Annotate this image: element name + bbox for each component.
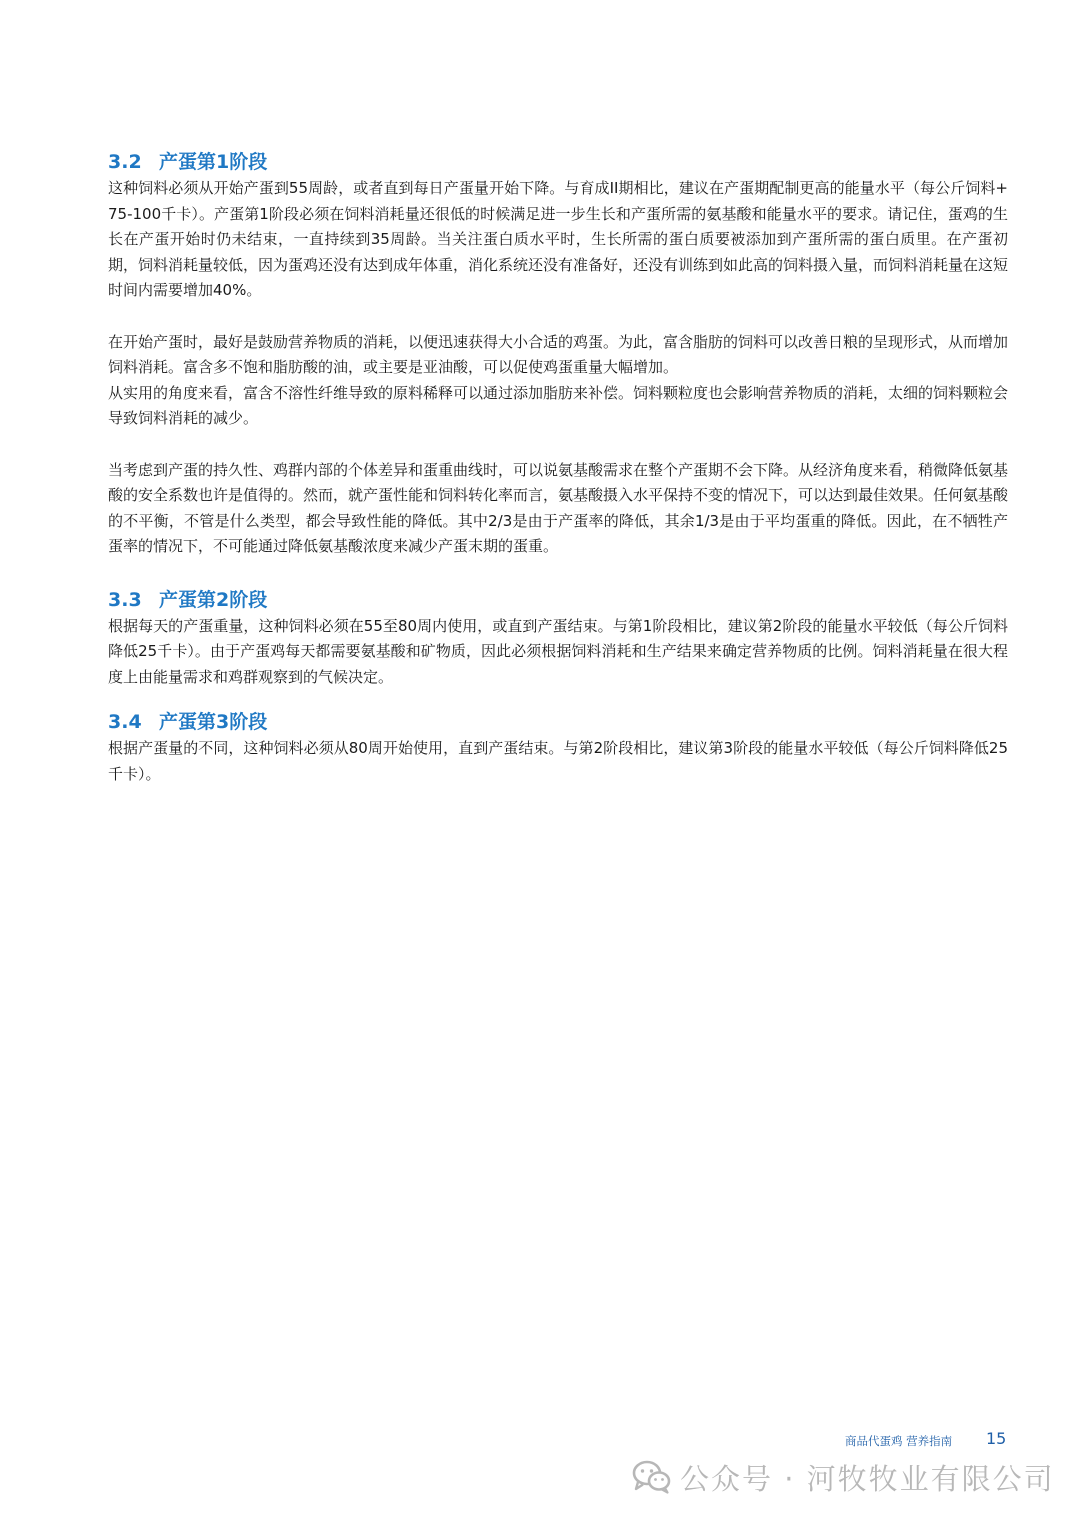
section-3-3: [108, 586, 1008, 691]
section-3-2: [108, 148, 1008, 560]
section-number: 3.3: [108, 588, 142, 611]
footer-title: 商品代蛋鸡 营养指南: [845, 1434, 953, 1448]
paragraph: 从实用的角度来看，富含不溶性纤维导致的原料稀释可以通过添加脂肪来补偿。饲料颗粒度也会影响营养物质的消耗，太细的饲料颗粒会导致饲料消耗的减少。: [108, 383, 1009, 428]
watermark: [632, 1455, 1055, 1499]
section-title: 产蛋第1阶段: [159, 151, 268, 173]
section-title: 产蛋第3阶段: [159, 711, 268, 734]
watermark-text: 公众号 · 河牧牧业有限公司: [680, 1461, 1055, 1496]
section-title: 产蛋第2阶段: [159, 588, 268, 611]
page-content: [108, 148, 1008, 787]
paragraph: 在开始产蛋时，最好是鼓励营养物质的消耗，以便迅速获得大小合适的鸡蛋。为此，富含脂肪的饲料可以改善日粮的呈现形式，从而增加饲料消耗。富含多不饱和脂肪酸的油，或主要是亚油酸，可以促使鸡蛋重量大幅增加。: [108, 332, 1009, 377]
paragraph: 当考虑到产蛋的持久性、鸡群内部的个体差异和蛋重曲线时，可以说氨基酸需求在整个产蛋期不会下降。从经济角度来看，稍微降低氨基酸的安全系数也许是值得的。然而，就产蛋性能和饲料转化率而言，氨基酸摄入水平保持不变的情况下，可以达到最佳效果。任何氨基酸的不平衡，不管是什么类型，都会导致性能的降低。其中2/3是由于产蛋率的降低，其余1/3是由于平均蛋重的降低。因此，在不牺牲产蛋率的情况下，不可能通过降低氨基酸浓度来减少产蛋末期的蛋重。: [108, 460, 1009, 556]
section-3-4: [108, 708, 1008, 787]
wechat-icon: [632, 1460, 672, 1494]
section-number: 3.4: [108, 711, 142, 734]
section-heading: [108, 148, 1008, 176]
section-number: 3.2: [108, 151, 142, 173]
paragraph: 根据产蛋量的不同，这种饲料必须从80周开始使用，直到产蛋结束。与第2阶段相比，建议第3阶段的能量水平较低（每公斤饲料降低25千卡）。: [108, 739, 1008, 783]
paragraph: 根据每天的产蛋重量，这种饲料必须在55至80周内使用，或直到产蛋结束。与第1阶段相比，建议第2阶段的能量水平较低（每公斤饲料降低25千卡）。由于产蛋鸡每天都需要氨基酸和矿物质，因此必须根据饲料消耗和生产结果来确定营养物质的比例。饲料消耗量在很大程度上由能量需求和鸡群观察到的气候决定。: [108, 616, 1008, 686]
paragraph: 这种饲料必须从开始产蛋到55周龄，或者直到每日产蛋量开始下降。与育成II期相比，建议在产蛋期配制更高的能量水平（每公斤饲料+75-100千卡）。产蛋第1阶段必须在饲料消耗量还很低的时候满足进一步生长和产蛋所需的氨基酸和能量水平的要求。请记住，蛋鸡的生长在产蛋开始时仍未结束，一直持续到35周龄。当关注蛋白质水平时，生长所需的蛋白质要被添加到产蛋所需的蛋白质里。在产蛋初期，饲料消耗量较低，因为蛋鸡还没有达到成年体重，消化系统还没有准备好，还没有训练到如此高的饲料摄入量，而饲料消耗量在这短时间内需要增加40%。: [108, 179, 1009, 300]
section-heading: [108, 708, 1008, 736]
page-number: 15: [986, 1429, 1007, 1448]
section-heading: [108, 586, 1008, 614]
